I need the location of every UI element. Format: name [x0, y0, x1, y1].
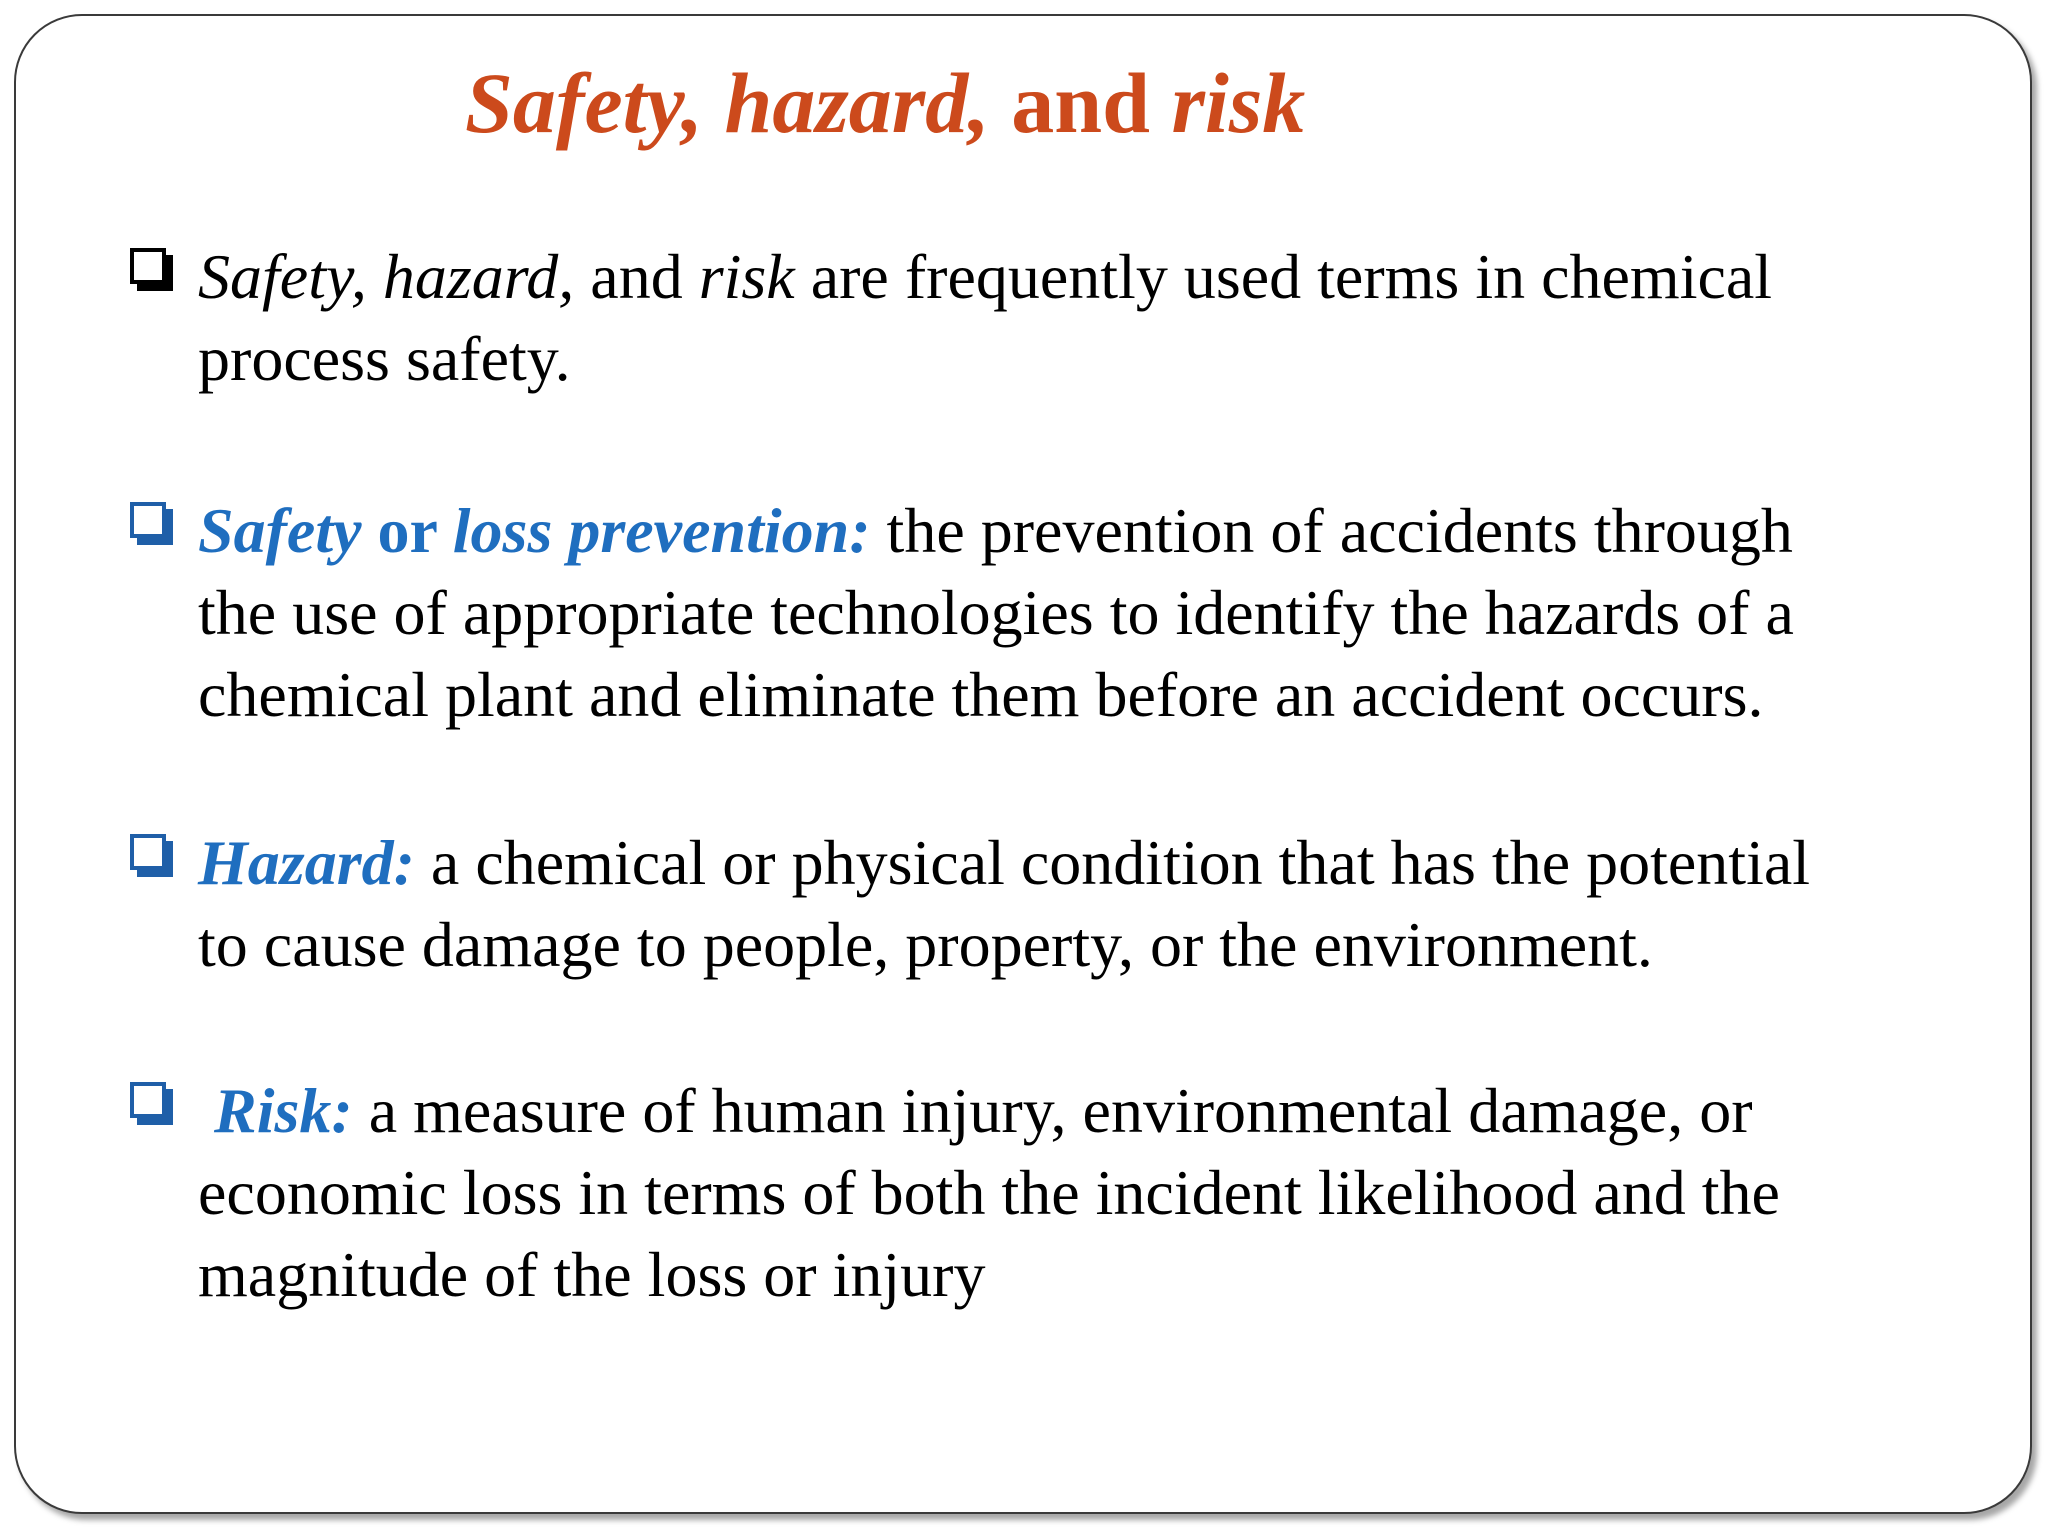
slide-title: [465, 52, 1305, 155]
bullet-line: a chemical or physical condition that has the potential: [414, 827, 1811, 898]
bullet-text: [198, 236, 2048, 400]
title-part-2: and: [989, 55, 1172, 151]
bullet-lead-plain: and: [574, 241, 699, 312]
bullet-line: a measure of human injury, environmental damage, or: [352, 1075, 1753, 1146]
square-bullet-icon: [130, 248, 166, 284]
bullet-lead-italic: risk: [698, 241, 795, 312]
bullet-line: the prevention of accidents through: [870, 495, 1793, 566]
bullet-term: Risk:: [214, 1075, 353, 1146]
bullet-line: magnitude of the loss or injury: [198, 1239, 986, 1310]
bullet-text: [214, 1070, 2048, 1152]
bullet-term-joiner: or: [361, 495, 453, 566]
bullet-line: chemical plant and eliminate them before an accident occurs.: [198, 659, 1764, 730]
bullet-text-continuation: [198, 1152, 2048, 1316]
bullet-term: loss prevention:: [452, 495, 871, 566]
bullet-text: [198, 822, 2048, 986]
bullet-term: Hazard:: [198, 827, 415, 898]
title-part-1: Safety, hazard,: [465, 55, 990, 151]
bullet-line: process safety.: [198, 323, 571, 394]
square-bullet-icon: [130, 1082, 166, 1118]
bullet-line: economic loss in terms of both the incident likelihood and the: [198, 1157, 1780, 1228]
square-bullet-icon: [130, 834, 166, 870]
square-bullet-icon: [130, 502, 166, 538]
bullet-lead-italic: Safety, hazard,: [198, 241, 575, 312]
title-part-3: risk: [1171, 55, 1306, 151]
bullet-line: to cause damage to people, property, or the environment.: [198, 909, 1653, 980]
bullet-term: Safety: [198, 495, 362, 566]
bullet-line: are frequently used terms in chemical: [794, 241, 1773, 312]
bullet-text: [198, 490, 2048, 736]
bullet-line: the use of appropriate technologies to identify the hazards of a: [198, 577, 1794, 648]
